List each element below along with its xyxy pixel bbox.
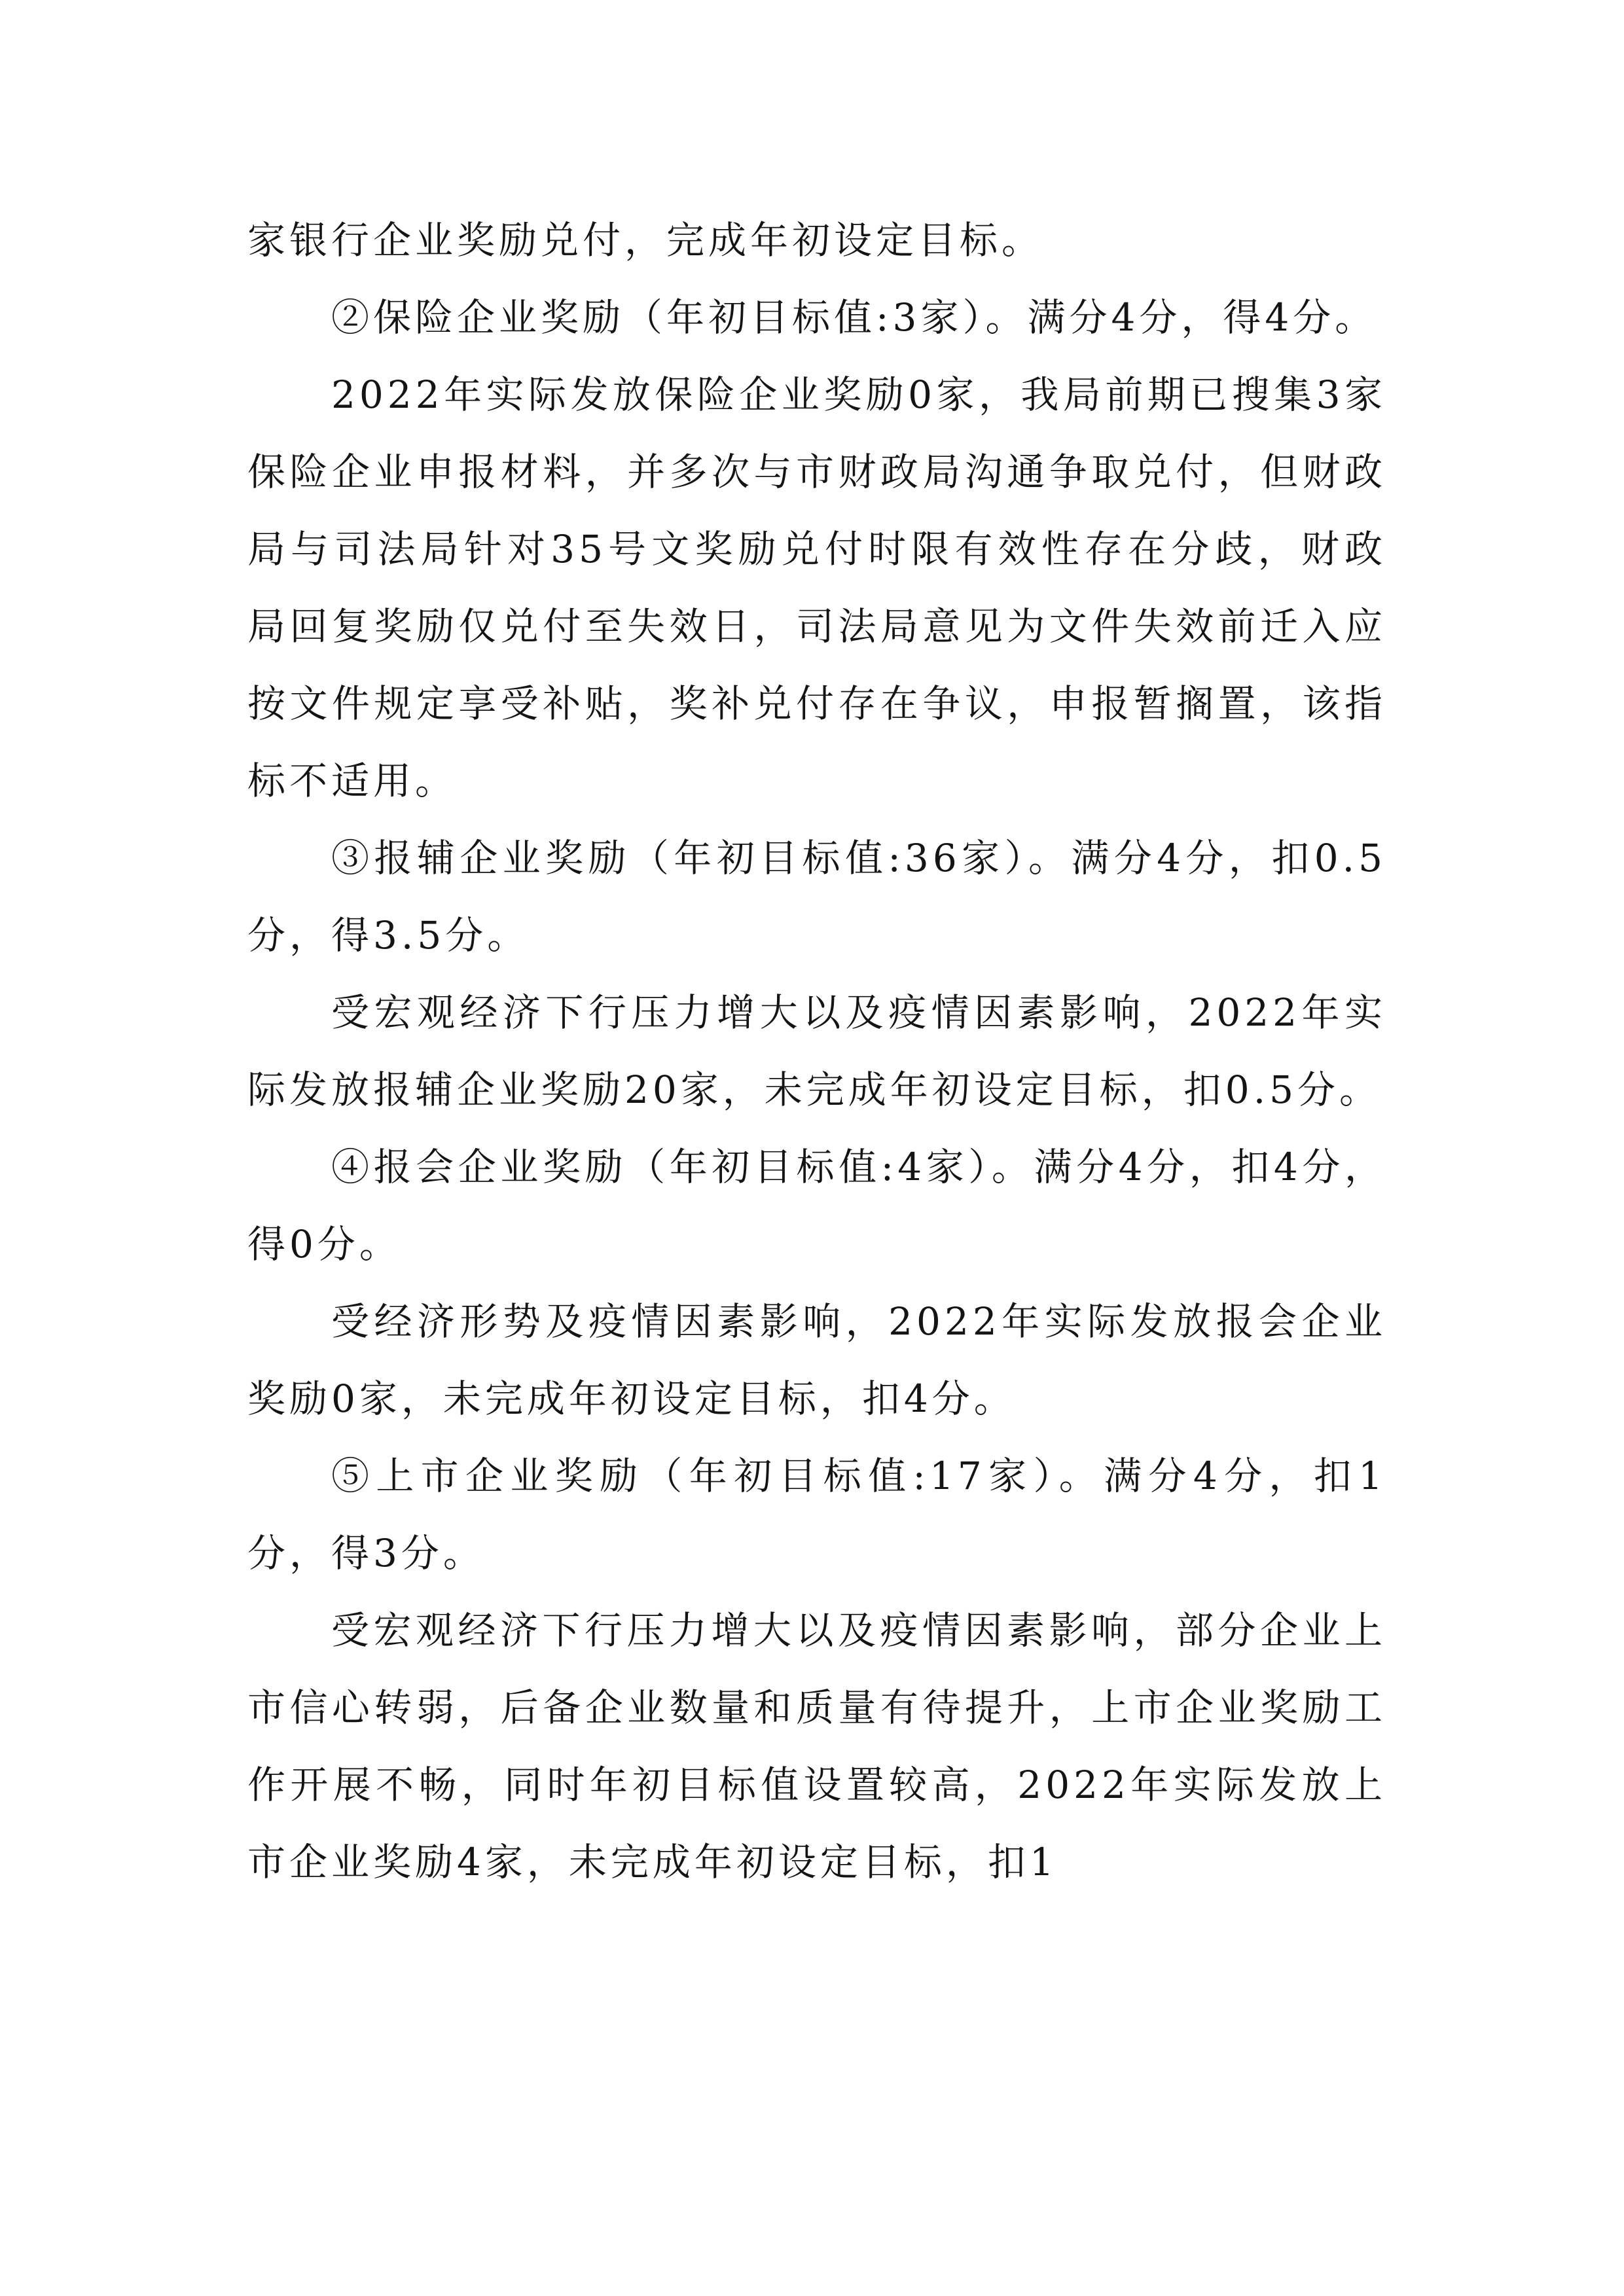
paragraph-filing-reward-detail: 受经济形势及疫情因素影响，2022年实际发放报会企业奖励0家，未完成年初设定目标，扣4分。 xyxy=(247,1299,1386,1421)
paragraph-tutoring-reward-heading: ③报辅企业奖励（年初目标值:36家）。满分4分，扣0.5分，得3.5分。 xyxy=(247,836,1386,958)
paragraph-tutoring-reward-detail: 受宏观经济下行压力增大以及疫情因素影响，2022年实际发放报辅企业奖励20家，未完成年初设定目标，扣0.5分。 xyxy=(247,990,1386,1112)
paragraph-listing-reward-detail: 受宏观经济下行压力增大以及疫情因素影响，部分企业上市信心转弱，后备企业数量和质量有待提升，上市企业奖励工作开展不畅，同时年初目标值设置较高，2022年实际发放上市企业奖励4家，未完成年初设定目标，扣1 xyxy=(247,1608,1386,1884)
paragraph-insurance-reward-detail: 2022年实际发放保险企业奖励0家，我局前期已搜集3家保险企业申报材料，并多次与市财政局沟通争取兑付，但财政局与司法局针对35号文奖励兑付时限有效性存在分歧，财政局回复奖励仅兑付至失效日，司法局意见为文件失效前迁入应按文件规定享受补贴，奖补兑付存在争议，申报暂搁置，该指标不适用。 xyxy=(247,372,1386,803)
document-body xyxy=(247,202,1386,1901)
paragraph-insurance-reward-heading: ②保险企业奖励（年初目标值:3家）。满分4分，得4分。 xyxy=(331,295,1377,340)
paragraph-filing-reward-heading: ④报会企业奖励（年初目标值:4家）。满分4分，扣4分，得0分。 xyxy=(247,1145,1386,1266)
paragraph-continuation: 家银行企业奖励兑付，完成年初设定目标。 xyxy=(247,218,1044,262)
paragraph-listing-reward-heading: ⑤上市企业奖励（年初目标值:17家）。满分4分，扣1分，得3分。 xyxy=(247,1454,1386,1575)
